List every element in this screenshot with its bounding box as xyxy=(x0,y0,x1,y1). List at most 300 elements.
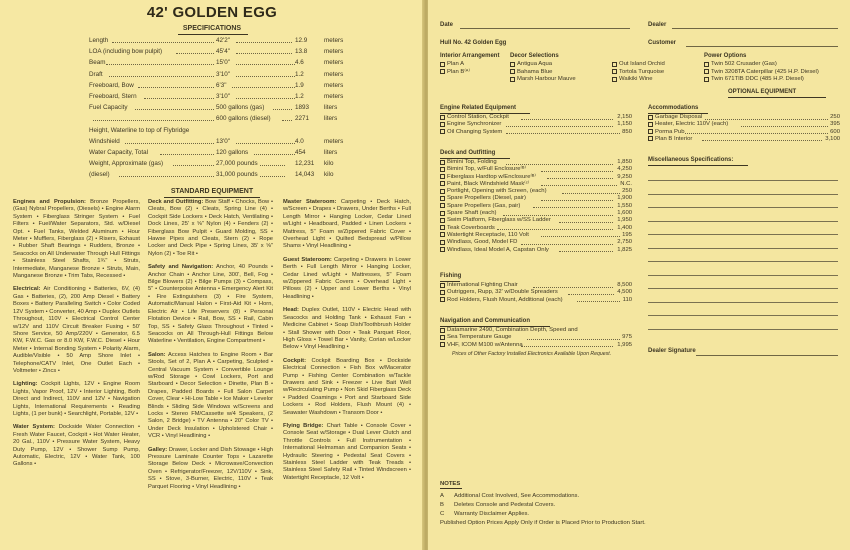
price-leader xyxy=(527,334,620,340)
accommodation-option-label: Heater, Electric 110V (each) xyxy=(655,121,729,128)
misc-spec-line[interactable] xyxy=(648,302,838,303)
spec-leader xyxy=(236,138,295,144)
spec-leader xyxy=(236,93,295,99)
spec-row xyxy=(89,149,359,160)
misc-spec-line[interactable] xyxy=(648,221,838,222)
navigation-option-label: Sea Temperature Gauge xyxy=(447,334,512,341)
price-leader xyxy=(559,247,613,253)
checkbox[interactable] xyxy=(648,115,653,120)
price-leader xyxy=(521,342,614,348)
checkbox[interactable] xyxy=(440,203,445,208)
fishing-option-name xyxy=(440,289,558,295)
engine-option[interactable] xyxy=(440,129,632,136)
specifications-heading: SPECIFICATIONS xyxy=(182,25,242,32)
deck-option-price: 4,250 xyxy=(617,166,632,173)
accommodation-option-name xyxy=(648,136,692,142)
note-text: Published Option Prices Apply Only if Order is Placed Prior to Production Start. xyxy=(440,520,646,526)
fishing-option-label: Rod Holders, Flush Mount, Additional (each) xyxy=(447,296,563,303)
navigation-option-name xyxy=(440,334,511,340)
interior-option-label: Plan A xyxy=(447,61,465,67)
checkbox[interactable] xyxy=(440,174,445,179)
navigation-option[interactable] xyxy=(440,334,632,341)
spec-row xyxy=(89,127,359,138)
spec-metric-value: 13.8 xyxy=(295,48,308,56)
price-leader xyxy=(547,174,613,180)
decor-option-label: Marsh Harbour Mauve xyxy=(517,76,576,83)
navigation-option[interactable] xyxy=(440,342,632,349)
engine-option-price: 2,150 xyxy=(617,114,632,120)
note-text: Deletes Console and Pedestal Covers. xyxy=(454,502,556,508)
spec-label: Windshield xyxy=(89,137,120,145)
spec-unit: kilo xyxy=(324,171,334,179)
customer-field[interactable] xyxy=(686,46,838,47)
equipment-category: Safety and Navigation: xyxy=(148,264,214,271)
checkbox[interactable] xyxy=(648,136,653,141)
deck-option-label: Bimini Top, Folding xyxy=(447,159,497,165)
deck-option-price: 2,750 xyxy=(617,239,632,246)
checkbox[interactable] xyxy=(440,167,445,172)
checkbox[interactable] xyxy=(440,129,445,134)
navigation-option-price: 975 xyxy=(622,334,632,341)
accommodations-heading: Accommodations xyxy=(648,105,699,111)
decor-option-label: Waikiki Wine xyxy=(619,76,653,83)
price-leader xyxy=(741,121,828,127)
spec-metric-value: 1.9 xyxy=(295,81,304,89)
equipment-column-2 xyxy=(148,199,273,497)
deck-option[interactable] xyxy=(440,225,632,232)
price-leader xyxy=(541,232,619,238)
deck-option[interactable] xyxy=(440,166,632,173)
deck-option[interactable] xyxy=(440,188,632,195)
equipment-paragraph xyxy=(148,352,273,441)
navigation-option-label: Datamarine 2490, Combination Depth, Speed and xyxy=(447,327,578,333)
spec-leader xyxy=(273,104,292,110)
equipment-paragraph xyxy=(148,199,273,258)
engine-option-label: Engine Synchronizer xyxy=(447,121,502,128)
deck-option-name xyxy=(440,195,526,201)
deck-option[interactable] xyxy=(440,239,632,246)
deck-option-label: Spare Propellers (Diesel, pair) xyxy=(447,195,526,202)
checkbox[interactable] xyxy=(612,77,617,82)
equipment-category: Galley: xyxy=(148,446,168,453)
checkbox[interactable] xyxy=(440,232,445,237)
spec-unit: liters xyxy=(324,115,338,123)
deck-option[interactable] xyxy=(440,232,632,239)
notes-underline xyxy=(440,488,462,489)
navigation-options xyxy=(440,327,632,349)
nav-heading: Navigation and Communication xyxy=(440,318,531,324)
engine-option[interactable] xyxy=(440,121,632,128)
decor-heading: Decor Selections xyxy=(510,53,559,59)
checkbox[interactable] xyxy=(440,240,445,245)
spec-row xyxy=(89,93,359,104)
power-option[interactable] xyxy=(704,61,777,67)
spec-unit: meters xyxy=(324,37,344,44)
spec-leader xyxy=(176,48,214,54)
fishing-option-price: 110 xyxy=(622,296,632,303)
equipment-items: Cockpit Lights, 12V • Engine Room Lights, Vapor Proof, 12V • Interior Lighting, Both Direct and Indirect, 110V and 12V • Navigation Lights, International Requirements • Reading Lights, (1 per bunk) • Searchlight, Portable, 12V • xyxy=(13,381,140,417)
checkbox[interactable] xyxy=(648,129,653,134)
equipment-paragraph xyxy=(148,447,273,491)
checkbox[interactable] xyxy=(440,189,445,194)
spec-imperial-value: 120 gallons xyxy=(216,148,249,156)
spec-row xyxy=(89,37,359,48)
accommodation-option-price: 250 xyxy=(830,114,840,120)
deck-option-label: Watertight Receptacle, 110 Volt xyxy=(447,231,529,238)
deck-option-name xyxy=(440,239,517,245)
boat-title: 42' GOLDEN EGG xyxy=(146,4,278,21)
equipment-category: Engines and Propulsion: xyxy=(13,199,86,205)
power-heading: Power Options xyxy=(704,53,747,59)
checkbox[interactable] xyxy=(440,62,445,67)
fishing-option[interactable] xyxy=(440,282,632,289)
equipment-category: Master Stateroom: xyxy=(283,199,337,205)
customer-label: Customer xyxy=(648,40,677,46)
equipment-paragraph xyxy=(148,264,273,345)
deck-option-name xyxy=(440,225,495,231)
misc-spec-line[interactable] xyxy=(648,288,838,289)
spec-metric-value: 454 xyxy=(295,148,306,156)
deck-option-price: 1,950 xyxy=(617,217,632,224)
spec-unit: meters xyxy=(324,70,344,78)
spec-metric-value: 12,231 xyxy=(295,160,315,168)
checkbox[interactable] xyxy=(440,160,445,165)
note-key: C xyxy=(440,511,445,517)
order-form-page xyxy=(428,0,850,550)
accommodation-option-name xyxy=(648,121,728,127)
interior-option-label: Plan B⁽ᴬ⁾ xyxy=(447,68,470,75)
checkbox[interactable] xyxy=(440,115,445,120)
misc-spec-line[interactable] xyxy=(648,234,838,235)
decor-option[interactable] xyxy=(612,69,664,75)
fishing-option[interactable] xyxy=(440,289,632,296)
checkbox[interactable] xyxy=(704,77,709,82)
accommodation-option[interactable] xyxy=(648,121,840,128)
decor-option-label: Antigua Aqua xyxy=(517,61,553,67)
deck-option-name xyxy=(440,181,529,187)
price-leader xyxy=(503,210,613,216)
checkbox[interactable] xyxy=(704,69,709,74)
interior-heading: Interior Arrangement xyxy=(440,53,500,59)
spec-leader xyxy=(236,48,292,54)
spec-metric-value: 12.9 xyxy=(295,37,308,44)
deck-heading: Deck and Outfitting xyxy=(440,150,496,156)
spec-unit: meters xyxy=(324,92,344,100)
spec-imperial-value: 6'3" xyxy=(216,81,227,89)
misc-heading: Miscellaneous Specifications: xyxy=(648,157,734,163)
deck-option-name xyxy=(440,217,551,223)
spec-leader xyxy=(93,115,214,121)
spec-label: Height, Waterline to top of Flybridge xyxy=(89,126,190,134)
engine-option-price: 850 xyxy=(622,128,632,135)
price-leader xyxy=(702,136,821,142)
standard-equipment-underline xyxy=(164,197,260,198)
equipment-paragraph xyxy=(13,286,140,375)
deck-option[interactable] xyxy=(440,181,632,188)
checkbox[interactable] xyxy=(440,328,445,333)
spec-label: Draft xyxy=(89,70,103,78)
equipment-items: Carpeting • Drawers in Lower Berth • Full Length Mirror • Hanging Locker, Cedar Lined w/Light • Mattresses, 5" Foam w/Zippered Fabric Covers • Overhead Light • Pillows (2) • Upper and Lower Berths • Vinyl Headlining • xyxy=(283,256,411,300)
equipment-paragraph xyxy=(283,307,411,351)
price-leader xyxy=(497,225,613,231)
spec-label: Freeboard, Bow xyxy=(89,81,134,89)
checkbox[interactable] xyxy=(440,247,445,252)
spec-leader xyxy=(260,160,285,166)
dealer-field[interactable] xyxy=(672,28,838,29)
equipment-items: Air Conditioning • Batteries, 6V, (4) Gas • Batteries, (2), 200 Amp Diesel • Battery Boxes • Battery Paralleling Switch • Color Coded 12V System • Converter, 40 Amp • Duplex Outlets Throughout, 110V • Electrical Control Center w/12V and 110V Circuit Breaker Fusing • 50' Shore Service, 50 Amp/220V • Generator, 6.5 KW, F.W.C. Gas or 8.0 KW, F.W.C. Diesel • Hour Meter • Internal Bonding System • Polarity Alarm, Audible/Visible • 50 Amp Shore Inlet • Telephone/CATV Inlet, One Outlet Each • Voltmeter • Zincs • xyxy=(13,286,140,374)
checkbox[interactable] xyxy=(440,283,445,288)
spec-metric-value: 1893 xyxy=(295,104,310,112)
spec-label: Length xyxy=(89,37,109,44)
spec-row xyxy=(89,160,359,171)
price-leader xyxy=(541,195,613,201)
engine-heading: Engine Related Equipment xyxy=(440,105,517,111)
spec-row xyxy=(89,71,359,82)
spec-row xyxy=(89,104,359,115)
checkbox[interactable] xyxy=(510,62,515,67)
accommodation-options xyxy=(648,114,840,143)
equipment-category: Lighting: xyxy=(13,381,38,388)
spec-unit: kilo xyxy=(324,160,334,168)
equipment-category: Head: xyxy=(283,307,299,314)
decor-option[interactable] xyxy=(612,61,665,67)
equipment-paragraph xyxy=(283,358,411,417)
spec-row xyxy=(89,59,359,70)
equipment-items: Drawer, Locker and Dish Stowage • High Pressure Laminate Counter Tops • Lazarette Storage Below Deck • Microwave/Convection Oven • Refrigerator/Freezer, 12V/110V • Sink, SS • Stove, 3-Burner, Electric, 110V • Teak Parquet Flooring • Vinyl Headlining • xyxy=(148,446,273,490)
engine-option-name xyxy=(440,121,501,127)
misc-spec-line[interactable] xyxy=(648,180,838,181)
accommodation-option-label: Porma Pub xyxy=(655,128,685,135)
equipment-category: Guest Stateroom: xyxy=(283,256,332,263)
checkbox[interactable] xyxy=(440,122,445,127)
equipment-column-3 xyxy=(283,199,411,488)
deck-option[interactable] xyxy=(440,210,632,217)
note-item xyxy=(440,492,835,501)
checkbox[interactable] xyxy=(704,62,709,67)
checkbox[interactable] xyxy=(440,181,445,186)
price-leader xyxy=(559,217,613,223)
equipment-paragraph xyxy=(13,424,140,468)
accommodation-option[interactable] xyxy=(648,129,840,136)
deck-option-label: Windlass, Good, Model FD xyxy=(447,239,518,246)
checkbox[interactable] xyxy=(440,196,445,201)
spec-leader xyxy=(260,171,285,177)
deck-option-label: Spare Shaft (each) xyxy=(447,210,497,217)
checkbox[interactable] xyxy=(440,211,445,216)
checkbox[interactable] xyxy=(612,62,617,67)
equipment-paragraph xyxy=(13,381,140,418)
electronics-prices-note: Prices of Other Factory Installed Electronics Available Upon Request. xyxy=(452,351,612,357)
checkbox[interactable] xyxy=(440,218,445,223)
decor-option-label: Tortola Turquoise xyxy=(619,68,665,75)
equipment-column-1 xyxy=(13,199,140,475)
deck-option-price: 1,400 xyxy=(617,224,632,231)
date-label: Date xyxy=(440,22,454,28)
navigation-option[interactable] xyxy=(440,327,632,334)
fishing-option-label: Outriggers, Rupp, 32' w/Double Spreaders xyxy=(447,289,558,296)
fishing-option-name xyxy=(440,282,518,288)
optional-equipment-underline xyxy=(728,97,826,98)
spec-leader xyxy=(236,71,295,77)
spec-label: Water Capacity, Total xyxy=(89,148,149,156)
deck-option-price: 1,825 xyxy=(617,246,632,253)
deck-option[interactable] xyxy=(440,247,632,254)
misc-spec-line[interactable] xyxy=(648,207,838,208)
engine-option-name xyxy=(440,114,509,120)
power-option[interactable] xyxy=(704,76,804,82)
checkbox[interactable] xyxy=(440,342,445,347)
misc-spec-line[interactable] xyxy=(648,275,838,276)
spec-row xyxy=(89,138,359,149)
equipment-paragraph xyxy=(283,199,411,251)
accommodation-option[interactable] xyxy=(648,136,840,143)
deck-options xyxy=(440,159,632,254)
power-option[interactable] xyxy=(704,69,819,75)
deck-option-price: 1,600 xyxy=(617,210,632,217)
deck-option[interactable] xyxy=(440,217,632,224)
equipment-items: Cockpit Boarding Box • Dockside Electrical Connection • Fish Box w/Macerator Pump • Fishing Center Combination w/Tackle Drawers and Sink • Freezer • Live Bait Well w/Recirculating Pump • Non Skid Fiberglass Deck • Padded Coamings • Port and Starboard Side Lockers • Rod Holders, Flush Mount (4) • Seawater Washdown • Transom Door • xyxy=(283,357,411,416)
accommodation-option-price: 395 xyxy=(830,121,840,128)
decor-option[interactable] xyxy=(612,76,653,82)
price-leader xyxy=(533,203,614,209)
deck-option-name xyxy=(440,210,496,216)
price-leader xyxy=(541,166,613,172)
fishing-option-price: 8,500 xyxy=(617,282,632,288)
spec-row xyxy=(89,115,359,126)
deck-option-name xyxy=(440,188,547,194)
decor-option[interactable] xyxy=(510,69,552,75)
equipment-paragraph xyxy=(283,257,411,301)
deck-option-label: Bimini Top, w/Full Enclosure⁽ᴮ⁾ xyxy=(447,166,526,173)
equipment-paragraph xyxy=(283,423,411,482)
notes-heading: NOTES xyxy=(440,481,461,487)
checkbox[interactable] xyxy=(648,122,653,127)
specifications-table xyxy=(89,37,359,182)
checkbox[interactable] xyxy=(440,335,445,340)
engine-option-label: Oil Changing System xyxy=(447,128,503,135)
checkbox[interactable] xyxy=(440,69,445,74)
spec-leader xyxy=(135,104,214,110)
navigation-option-name xyxy=(440,342,523,348)
deck-option-name xyxy=(440,203,520,209)
checkbox[interactable] xyxy=(510,77,515,82)
checkbox[interactable] xyxy=(440,225,445,230)
decor-option-label: Bahama Blue xyxy=(517,68,553,75)
checkbox[interactable] xyxy=(612,69,617,74)
deck-option-label: Teak Coverboards xyxy=(447,224,495,231)
accommodation-option-price: 3,100 xyxy=(825,135,840,142)
deck-option[interactable] xyxy=(440,174,632,181)
optional-equipment-heading: OPTIONAL EQUIPMENT xyxy=(728,89,797,95)
standard-equipment-heading: STANDARD EQUIPMENT xyxy=(170,188,254,195)
spec-imperial-value: 45'4" xyxy=(216,48,230,56)
spec-label: Freeboard, Stern xyxy=(89,92,137,100)
accommodation-option[interactable] xyxy=(648,114,840,121)
deck-option[interactable] xyxy=(440,195,632,202)
misc-spec-line[interactable] xyxy=(648,248,838,249)
price-leader xyxy=(568,289,614,295)
misc-spec-line[interactable] xyxy=(648,261,838,262)
note-text: Warranty Disclaimer Applies. xyxy=(454,511,530,517)
accommodation-option-name xyxy=(648,129,684,135)
deck-option-name xyxy=(440,232,529,238)
checkbox[interactable] xyxy=(510,69,515,74)
accommodation-option-label: Garbage Disposal xyxy=(655,114,703,120)
deck-option-price: 9,250 xyxy=(617,173,632,180)
fishing-heading: Fishing xyxy=(440,273,462,279)
price-leader xyxy=(541,181,616,187)
decor-option[interactable] xyxy=(510,76,576,82)
equipment-category: Water System: xyxy=(13,424,55,431)
misc-spec-line[interactable] xyxy=(648,329,838,330)
interior-option[interactable] xyxy=(440,69,470,75)
deck-option-label: Paint, Black Windshield Mask⁽ᶜ⁾ xyxy=(447,180,530,187)
date-field[interactable] xyxy=(460,28,630,29)
spec-unit: meters xyxy=(324,137,344,145)
deck-option-price: 195 xyxy=(622,231,632,238)
interior-option[interactable] xyxy=(440,61,464,67)
spec-imperial-value: 15'0" xyxy=(216,59,230,67)
price-leader xyxy=(577,297,620,303)
spec-imperial-value: 13'0" xyxy=(216,137,230,145)
accommodation-option-name xyxy=(648,114,702,120)
decor-option[interactable] xyxy=(510,61,552,67)
deck-option-name xyxy=(440,247,549,253)
navigation-option-label: VHF, ICOM M100 w/Antenna xyxy=(447,341,523,348)
price-leader xyxy=(685,129,828,135)
spec-leader xyxy=(236,37,292,43)
checkbox[interactable] xyxy=(440,290,445,295)
dealer-signature-field[interactable] xyxy=(696,355,838,356)
spec-leader xyxy=(109,71,214,77)
equipment-items: Chart Table • Console Cover • Console Seat w/Storage • Dual Lever Clutch and Throttle Controls • Full Instrumentation • International Helmsman and Companion Seats • Hydraulic Steering • Pedestal Seat Covers • Stainless Steel Ladder with Teak Treads • Stainless Steel Safety Rail • Tinted Windscreen • Watertight Receptacle, 12 Volt • xyxy=(283,422,411,481)
spec-leader xyxy=(254,149,295,155)
specifications-underline xyxy=(178,34,248,35)
deck-option-price: 1,550 xyxy=(617,202,632,209)
equipment-items: Bronze Propellers, (Gas) Nybral Propellers, (Diesels) • Engine Alarm System • Fiberglass Stringer System • Fuel Filters • Fuel/Water Separators, Std. w/Diesel Opt. • Fuel Tanks, Welded Aluminum • Hour Meter • Mufflers, Fiberglass (2) • Risers, Exhaust • Rubber Shaft Bearings • Rudders, Bronze • Seacocks on All Underwater Through Hull Fittings • Stainless Steel Shafts, 1¾" • Struts, Intermediate, Manganese Bronze • Struts, Main, Manganese Bronze • Trim Tabs, Recessed • xyxy=(13,199,140,280)
deck-option[interactable] xyxy=(440,203,632,210)
spec-leader xyxy=(160,149,214,155)
spec-row xyxy=(89,171,359,182)
misc-underline xyxy=(648,165,748,166)
deck-option-name xyxy=(440,166,526,172)
hull-label: Hull No. 42 Golden Egg xyxy=(440,40,507,46)
spec-leader xyxy=(112,37,214,43)
equipment-items: Duplex Outlet, 110V • Electric Head with Seacocks and Holding Tank • Exhaust Fan • Medicine Cabinet • Soap Dish/Toothbrush Holder • Stall Shower with Door • Teak Parquet Floor, High Gloss • Towel Bar • Vanity, Corian w/Locker Below • Vinyl Headlining • xyxy=(283,307,411,351)
power-option-label: Twin 502 Crusader (Gas) xyxy=(711,61,777,67)
navigation-option-name xyxy=(440,327,578,333)
spec-unit: meters xyxy=(324,59,344,67)
spec-unit: liters xyxy=(324,104,338,112)
misc-spec-line[interactable] xyxy=(648,194,838,195)
equipment-category: Salon: xyxy=(148,351,166,358)
spec-imperial-value: 3'10" xyxy=(216,92,230,100)
misc-spec-line[interactable] xyxy=(648,315,838,316)
spec-row xyxy=(89,48,359,59)
spec-leader xyxy=(106,59,214,65)
fishing-option-price: 4,500 xyxy=(617,289,632,296)
power-option-label: Twin 3208TA Caterpillar (425 H.P. Diesel) xyxy=(711,68,819,75)
equipment-items: Access Hatches to Engine Room • Bar Stools, Set of 2, Plan A • Carpeting, Sculpted • Central Vacuum System • Convertible Lounge w/Rod Storage • Cowl Lockers, Port and Starboard • Decor Selection • Dinette, Plan B • Drapes, Padded Boards • Full Salon Carpet Cover, Clear • Hi-Low Table • Ice Maker • Levelor Blinds • Sliding Side Windows w/Screens and Locks • Stereo FM/Cassette w/4 Speakers, (2 Salon, 2 Bridge) • TV Antenna • 20" Color TV • Under Deck Insulation • Upholstered Chair • VCR • Vinyl Headlining • xyxy=(148,351,273,440)
decor-option-label: Out Island Orchid xyxy=(619,61,665,67)
equipment-items: Anchor, 40 Pounds • Anchor Chain • Anchor Line, 300', Bell, Fog • Bilge Blowers (2) • Bilge Pumps (3) • Compass, 5" • Counterpoise Antenna • Emergency Alert Kit • Fire Extinguishers (3) • Fire System, Automatic/Manual Halon • First-Aid Kit • Horn, Electric Air • Life Preservers (8) • Personal Flotation Device • Rail, Bow, SS • Rail, Cabin Top, SS • Safety Glass Throughout • Tinted • Seacocks on All Through-Hull Fittings Below Waterline • Ventilation, Engine Compartment • xyxy=(148,264,274,345)
equipment-items: Bow Staff • Chocks, Bow • Cleats, Bow (2) • Cleats, Spring Line (4) • Cockpit Side Lockers • Deck Hatch, Ventilating • Dock Lines, 25' x ⅝" Nylon (4) • Fenders (2) • Fiberglass Bow Pulpit • Guard Molding, SS • Hawse Pipes and Cleats, Stern (2) • Rope Locker and Deck Pipe • Spring Lines, 35' x ⅝" Nylon (2) • Toe Rit • xyxy=(148,199,273,257)
fishing-option[interactable] xyxy=(440,297,632,304)
checkbox[interactable] xyxy=(440,297,445,302)
spec-label: (diesel) xyxy=(89,171,110,179)
engine-option[interactable] xyxy=(440,114,632,121)
price-leader xyxy=(533,282,614,288)
